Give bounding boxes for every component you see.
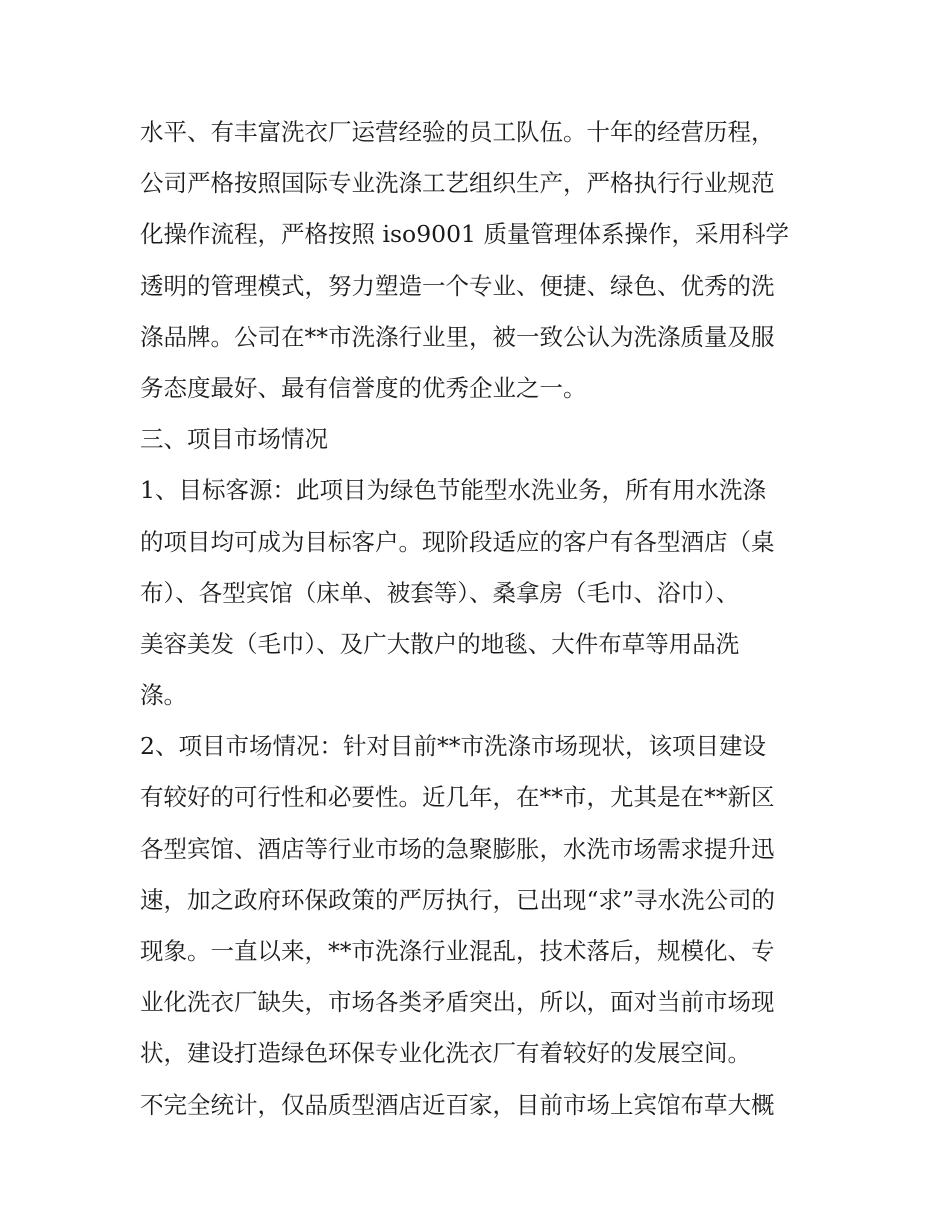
text-line-15: 各型宾馆、酒店等行业市场的急聚膨胀，水洗市场需求提升迅 [140, 834, 775, 863]
text-line-6: 务态度最好、最有信誉度的优秀企业之一。 [140, 373, 587, 402]
text-line-5: 涤品牌。公司在**市洗涤行业里，被一致公认为洗涤质量及服 [140, 322, 775, 351]
text-line-11: 美容美发（毛巾）、及广大散户的地毯、大件布草等用品洗 [140, 629, 740, 658]
text-line-8: 1、目标客源：此项目为绿色节能型水洗业务，所有用水洗涤 [140, 476, 766, 505]
text-line-3: 化操作流程，严格按照 iso9001 质量管理体系操作，采用科学 [140, 220, 789, 249]
text-line-10: 布）、各型宾馆（床单、被套等）、桑拿房（毛巾、浴巾）、 [140, 578, 740, 607]
document-body [140, 107, 820, 1131]
text-line-20: 不完全统计，仅品质型酒店近百家，目前市场上宾馆布草大概 [140, 1090, 775, 1119]
text-line-12: 涤。 [140, 681, 187, 710]
text-line-13: 2、项目市场情况：针对目前**市洗涤市场现状，该项目建设 [140, 732, 766, 761]
text-line-17: 现象。一直以来，**市洗涤行业混乱，技术落后，规模化、专 [140, 937, 775, 965]
text-line-19: 状，建设打造绿色环保专业化洗衣厂有着较好的发展空间。 [140, 1039, 751, 1068]
text-line-1: 水平、有丰富洗衣厂运营经验的员工队伍。十年的经营历程， [140, 118, 775, 146]
text-line-9: 的项目均可成为目标客户。现阶段适应的客户有各型酒店（桌 [140, 527, 775, 556]
section-heading: 三、项目市场情况 [140, 425, 328, 454]
text-line-2: 公司严格按照国际专业洗涤工艺组织生产，严格执行行业规范 [140, 169, 775, 198]
text-line-18: 业化洗衣厂缺失，市场各类矛盾突出，所以，面对当前市场现 [140, 988, 775, 1017]
text-line-4: 透明的管理模式，努力塑造一个专业、便捷、绿色、优秀的洗 [140, 271, 775, 300]
text-line-14: 有较好的可行性和必要性。近几年，在**市，尤其是在**新区 [140, 783, 775, 812]
text-line-16: 速，加之政府环保政策的严厉执行，已出现“求”寻水洗公司的 [140, 885, 776, 914]
